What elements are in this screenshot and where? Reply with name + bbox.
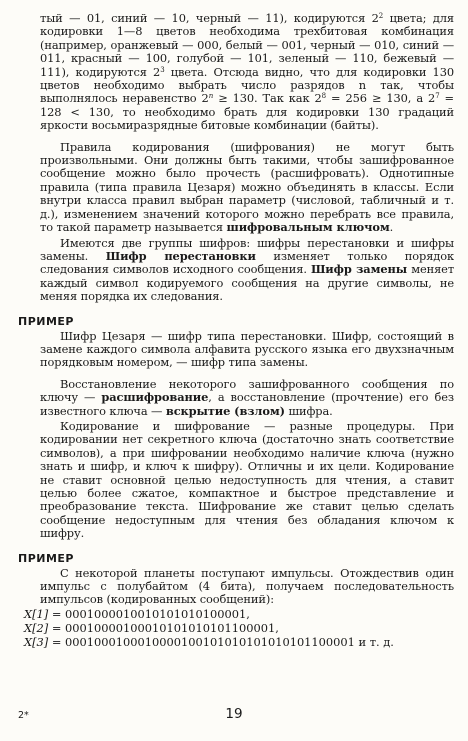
term-substitution-cipher: Шифр замены [310,262,408,277]
example-text-2: С некоторой планеты поступают импульсы. Отождествив один импульс с полубайтом (4 бита), получаем последовательность импульсов (кодированных сообщений): [40,565,454,607]
pulse-sequences [18,607,454,650]
example-block-1 [18,330,454,370]
continuation-block [18,12,454,133]
cipher-key-paragraph: Правила кодирования (шифрования) не могут быть произвольными. Они должны быть такими, чтобы зашифрованное сообщение можно было прочесть (расшифровать). Однотипные правила (типа правила Цезаря) можно объединять в классы. Если внутри класса правил выбран параметр (числовой, табличный и т. д.), изменением значений которого можно перебрать все правила, то такой параметр называется шифровальным ключом. [40,139,454,235]
cipher-rules-block [18,141,454,304]
cipher-groups-paragraph: Имеются две группы шифров: шифры перестановки и шифры замены. Шифр перестановки изменяет только порядок следования символов исходного сообщения. Шифр замены меняет каждый символ кодируемого сообщения на другие символы, не меняя порядка их следования. [40,235,455,304]
sequence-x1: X[1] = 0001000010010101010100001, [24,606,250,621]
example-text-1: Шифр Цезаря — шифр типа перестановки. Шифр, состоящий в замене каждого символа алфавита русского языка его двухзначным порядковым номером, — шифр типа замены. [40,328,454,370]
decryption-paragraph: Восстановление некоторого зашифрованного сообщения по ключу — расшифрование, а восстановление (прочтение) его без известного ключа — вскрытие (взлом) шифра. [40,376,455,418]
page-number: 19 [225,706,243,722]
signature-mark: 2* [18,710,29,721]
example-heading-1: ПРИМЕР [18,314,74,328]
sequence-x2: X[2] = 00010000100010101010101100001, [24,621,279,636]
sequence-x3: X[3] = 0001000100010000100101010101010101100001 и т. д. [24,635,394,650]
term-permutation-cipher: Шифр перестановки [105,248,256,263]
term-breaking: вскрытие (взлом) [165,403,285,418]
page-body [18,12,454,649]
decryption-block [18,378,454,541]
encoding-bits-paragraph: тый — 01, синий — 10, черный — 11), кодируются $2^2$ цвета; для кодировки 1—8 цветов необходима трехбитовая комбинация (например, оранжевый — 000, белый — 001, черный — 010, синий — 011, красный — 100, голубой — 101, зеленый — 110, бежевый — 111), кодируются $2^3$ цвета. Отсюда видно, что для кодировки 130 цветов необходимо выбрать число разрядов n так, чтобы выполнялось неравенство $2^n \ge 130$. Так как $2^8 = 256 \ge 130$, а $2^7 = 128 < 130$, то необходимо брать для кодировки 130 градаций яркости восьмиразрядные битовые комбинации (байты). [40,11,454,133]
term-decryption: расшифрование [101,390,209,405]
term-cipher-key: шифровальным ключом [226,220,390,235]
example-block-2 [18,567,454,607]
example-heading-2: ПРИМЕР [18,551,74,565]
coding-vs-encryption-paragraph: Кодирование и шифрование — разные процедуры. При кодировании нет секретного ключа (достаточно знать соответствие символов), а при шифровании необходимо наличие ключа (нужно знать и шифр, и ключ к шифру). Отличны и их цели. Кодирование не ставит основной целью недоступность для чтения, а ставит целью более сжатое, компактное и быстрое представление и преобразование текста. Шифрование же ставит целью сделать сообщение недоступным для чтения без обладания ключом к шифру. [40,418,454,541]
